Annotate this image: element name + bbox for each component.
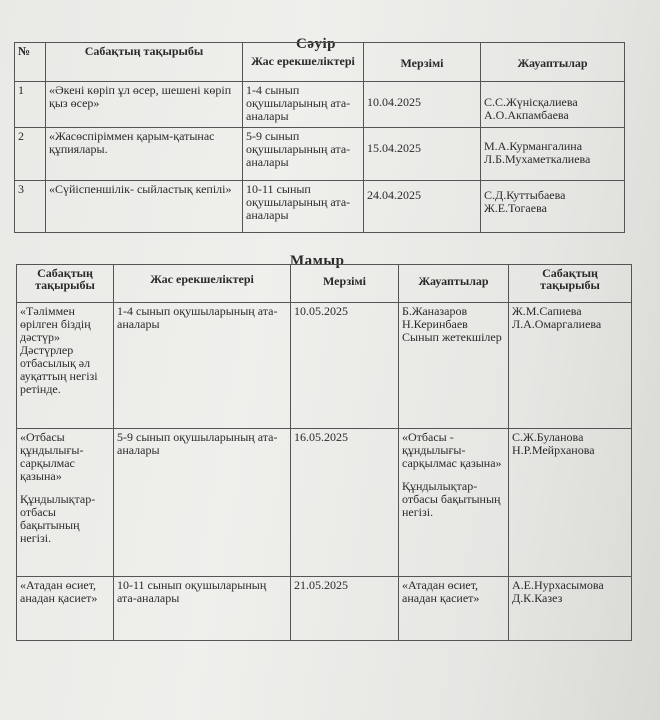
row-responsible	[399, 429, 509, 577]
april-table	[14, 42, 625, 233]
row-extra: Ж.М.Сапиева Л.А.Омаргалиева	[509, 303, 632, 429]
table-row	[15, 82, 625, 128]
row-age: 1-4 сынып оқушыларының ата-аналары	[243, 82, 364, 128]
row-date: 16.05.2025	[291, 429, 399, 577]
header-number: №	[15, 43, 46, 82]
table-row	[15, 128, 625, 181]
row-extra: С.Ж.Буланова Н.Р.Мейрханова	[509, 429, 632, 577]
row-responsible-subtitle: Құндылықтар-отбасы бақытының негізі.	[402, 479, 501, 519]
row-topic: «Атадан өсиет, анадан қасиет»	[17, 577, 114, 641]
row-age: 10-11 сынып оқушыларының ата-аналары	[243, 181, 364, 233]
row-number: 3	[15, 181, 46, 233]
header-responsible: Жауаптылар	[399, 265, 509, 303]
table-row	[15, 181, 625, 233]
header-topic: Сабақтың тақырыбы	[17, 265, 114, 303]
header-date: Мерзімі	[291, 265, 399, 303]
row-number: 2	[15, 128, 46, 181]
row-date: 15.04.2025	[364, 128, 481, 181]
row-topic-title: «Отбасы құндылығы-сарқылмас қазына»	[20, 430, 84, 483]
may-header-row	[17, 265, 632, 303]
row-responsible: М.А.Курмангалина Л.Б.Мухаметкалиева	[481, 128, 625, 181]
table-row	[17, 429, 632, 577]
row-date: 10.04.2025	[364, 82, 481, 128]
row-number: 1	[15, 82, 46, 128]
row-topic: «Жасөспіріммен қарым-қатынас құпиялары.	[46, 128, 243, 181]
header-topic-extra: Сабақтың тақырыбы	[509, 265, 632, 303]
row-age: 1-4 сынып оқушыларының ата-аналары	[114, 303, 291, 429]
header-date: Мерзімі	[364, 43, 481, 82]
may-table	[16, 264, 632, 641]
row-responsible: «Атадан өсиет, анадан қасиет»	[399, 577, 509, 641]
row-extra: А.Е.Нурхасымова Д.К.Казез	[509, 577, 632, 641]
row-responsible: Б.Жаназаров Н.Керинбаев Сынып жетекшілер	[399, 303, 509, 429]
header-responsible: Жауаптылар	[481, 43, 625, 82]
header-topic: Сабақтың тақырыбы	[46, 43, 243, 82]
row-date: 21.05.2025	[291, 577, 399, 641]
row-topic	[17, 429, 114, 577]
row-age: 5-9 сынып оқушыларының ата-аналары	[243, 128, 364, 181]
april-header-row	[15, 43, 625, 82]
header-age: Жас ерекшеліктері	[114, 265, 291, 303]
row-topic: «Әкені көріп ұл өсер, шешені көріп қыз өсер»	[46, 82, 243, 128]
table-row	[17, 303, 632, 429]
row-responsible: С.Д.Куттыбаева Ж.Е.Тогаева	[481, 181, 625, 233]
row-responsible-title: «Отбасы - құндылығы-сарқылмас қазына»	[402, 430, 502, 470]
row-date: 10.05.2025	[291, 303, 399, 429]
table-row	[17, 577, 632, 641]
april-title: Сәуір	[296, 36, 336, 52]
row-topic-subtitle: Құндылықтар-отбасы бақытының негізі.	[20, 492, 96, 545]
row-topic: «Сүйіспеншілік- сыйластық кепілі»	[46, 181, 243, 233]
row-age: 5-9 сынып оқушыларының ата-аналары	[114, 429, 291, 577]
row-topic: «Тәліммен өрілген біздің дәстүр» Дәстүрлер отбасылық әл ауқаттың негізі ретінде.	[17, 303, 114, 429]
may-title: Мамыр	[290, 253, 345, 269]
header-age: Жас ерекшеліктері	[243, 43, 364, 82]
row-responsible: С.С.Жүнісқалиева А.О.Акпамбаева	[481, 82, 625, 128]
row-age: 10-11 сынып оқушыларының ата-аналары	[114, 577, 291, 641]
row-date: 24.04.2025	[364, 181, 481, 233]
